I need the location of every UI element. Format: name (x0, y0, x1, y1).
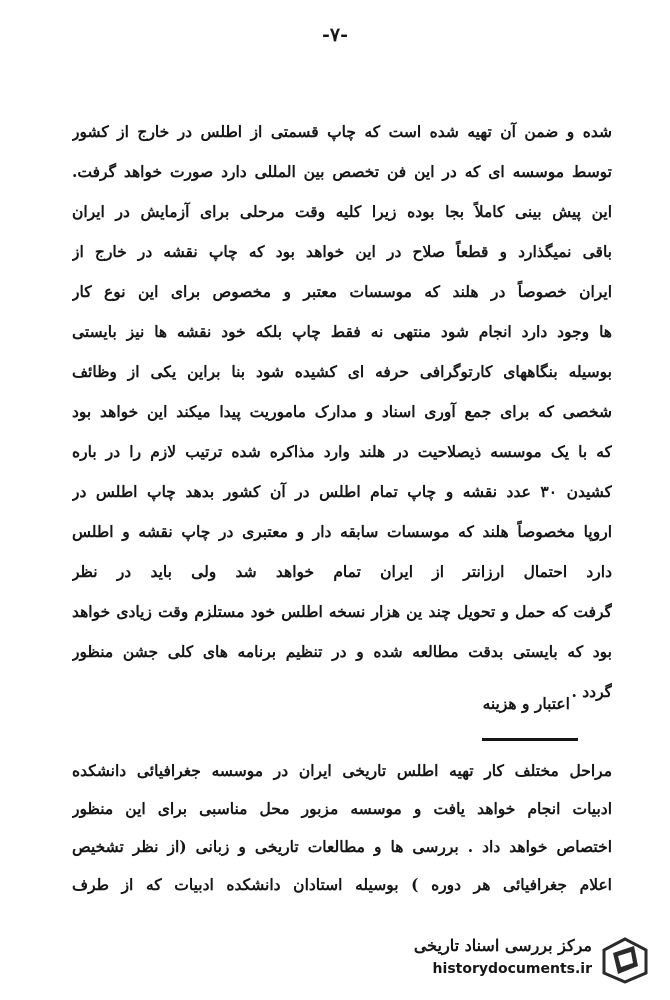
text-line: شده و ضمن آن تهیه شده است که چاپ قسمتی از اطلس در خارج از کشور (72, 122, 612, 141)
text-line: که با یک موسسه ذیصلاحیت در هلند وارد مذاکره شده ترتیب لازم را در باره (72, 442, 612, 461)
text-line: اروپا مخصوصاً هلند که موسسات سابقه دار و معتبری در چاپ نقشه و اطلس (72, 522, 612, 541)
text-line: توسط موسسه ای که در این فن تخصص بین المللی دارد صورت خواهد گرفت. (72, 162, 612, 181)
text-line: بوسیله بنگاههای کارتوگرافی حرفه ای کشیده شود بنا براین یکی از وظائف (72, 362, 612, 381)
text-line: اعلام جغرافیائی هر دوره ) بوسیله استادان دانشکده ادبیات که از طرف (72, 875, 612, 894)
watermark-title: مرکز بررسی اسناد تاریخی (413, 936, 592, 955)
text-line: دارد احتمال ارزانتر از ایران تمام خواهد شد ولی باید در نظر (72, 562, 612, 581)
body-paragraph-2 (72, 752, 612, 904)
section-heading: اعتبار و هزینه (482, 694, 570, 713)
body-paragraph-1 (72, 112, 612, 712)
watermark (384, 934, 654, 986)
watermark-text (414, 934, 592, 980)
text-line: کشیدن ۳۰ عدد نقشه و چاپ تمام اطلس در آن کشور بدهد چاپ اطلس در (72, 482, 612, 501)
text-line: گرفت که حمل و تحویل چند ین هزار نسخه اطلس خود مستلزم وقت زیادی خواهد (72, 602, 612, 621)
text-line: ایران خصوصاً در هلند که موسسات معتبر و مخصوص برای این نوع کار (72, 282, 612, 301)
text-line: اختصاص خواهد داد . بررسی ها و مطالعات تاریخی و زبانی (از نظر تشخیص (72, 837, 612, 856)
text-line: ها وجود دارد انجام شود منتهی نه فقط چاپ بلکه خود نقشه ها نیز بایستی (72, 322, 612, 341)
watermark-url: historydocuments.ir (432, 961, 592, 977)
text-line: ادبیات انجام خواهد یافت و موسسه مزبور محل مناسبی برای این منظور (72, 799, 612, 818)
text-line: مراحل مختلف کار تهیه اطلس تاریخی ایران در موسسه جغرافیائی دانشکده (72, 761, 612, 780)
text-line: این پیش بینی کاملاً بجا بوده زیرا کلیه وقت مرحلی برای آزمایش در ایران (72, 202, 612, 221)
text-line: شخصی که برای جمع آوری اسناد و مدارک ماموریت پیدا میکند این خواهد بود (72, 402, 612, 421)
page-number: -۷- (322, 24, 348, 46)
text-line: گردد . (571, 682, 612, 701)
text-line: باقی نمیگذارد و قطعاً صلاح در این خواهد بود که چاپ نقشه در خارج از (72, 242, 612, 261)
archive-logo-icon (600, 936, 650, 984)
section-divider (482, 738, 578, 741)
text-line: بود که بایستی بدقت مطالعه شده و در تنظیم برنامه های کلی جشن منظور (72, 642, 612, 661)
